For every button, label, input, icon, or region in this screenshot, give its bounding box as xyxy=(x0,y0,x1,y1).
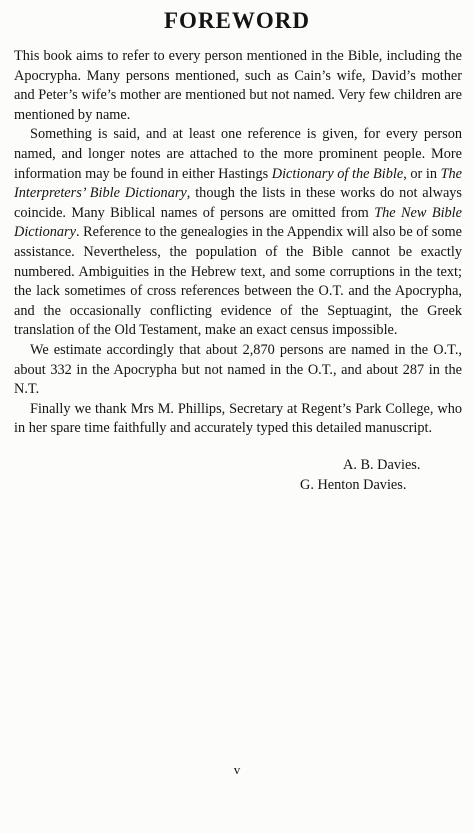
page-number: v xyxy=(233,762,241,777)
paragraph-3: We estimate accordingly that about 2,870 persons are named in the O.T., about 332 in the Apocrypha but not named in the O.T., and about 287 in the N.T. xyxy=(14,341,462,398)
paragraph-2 xyxy=(14,125,462,341)
interpreters-dictionary-title: The Interpreters’ Bible Dictionary xyxy=(14,165,463,202)
paragraph-2-text-a: Something is said, and at least one reference is given, for every person named, and longer notes are attached to the more prominent people. More information may be found in either Hastings xyxy=(14,126,462,182)
page-title: FOREWORD xyxy=(164,8,310,33)
foreword-body xyxy=(14,47,462,439)
hastings-dictionary-title: Dictionary of the Bible xyxy=(271,165,404,182)
paragraph-2-text-e: , though the lists in these works do not always coincide. Many Biblical names of persons are omitted from xyxy=(14,185,463,221)
paragraph-2-text-c: , or in xyxy=(403,165,441,182)
paragraph-4: Finally we thank Mrs M. Phillips, Secretary at Regent’s Park College, who in her spare time faithfully and accurately typed this detailed manuscript. xyxy=(14,400,462,437)
paragraph-1: This book aims to refer to every person mentioned in the Bible, including the Apocrypha. Many persons mentioned, such as Cain’s wife, David’s mother and Peter’s wife’s mother are mentioned but not named. Very few children are mentioned by name. xyxy=(14,48,462,123)
signature-1: A. B. Davies. xyxy=(343,457,421,473)
paragraph-2-text-g: . Reference to the genealogies in the Appendix will also be of some assistance. Nevertheless, the population of the Bible cannot be exactly numbered. Ambiguities in the Hebrew text, and some corruptions in the text; the lack sometimes of cross references between the O.T. and the Apocrypha, and the occasionally conflicting evidence of the Septuagint, the Greek translation of the Old Testament, make an exact census impossible. xyxy=(14,224,462,339)
new-bible-dictionary-title: The New Bible Dictionary xyxy=(14,204,463,241)
signature-2: G. Henton Davies. xyxy=(300,477,407,493)
